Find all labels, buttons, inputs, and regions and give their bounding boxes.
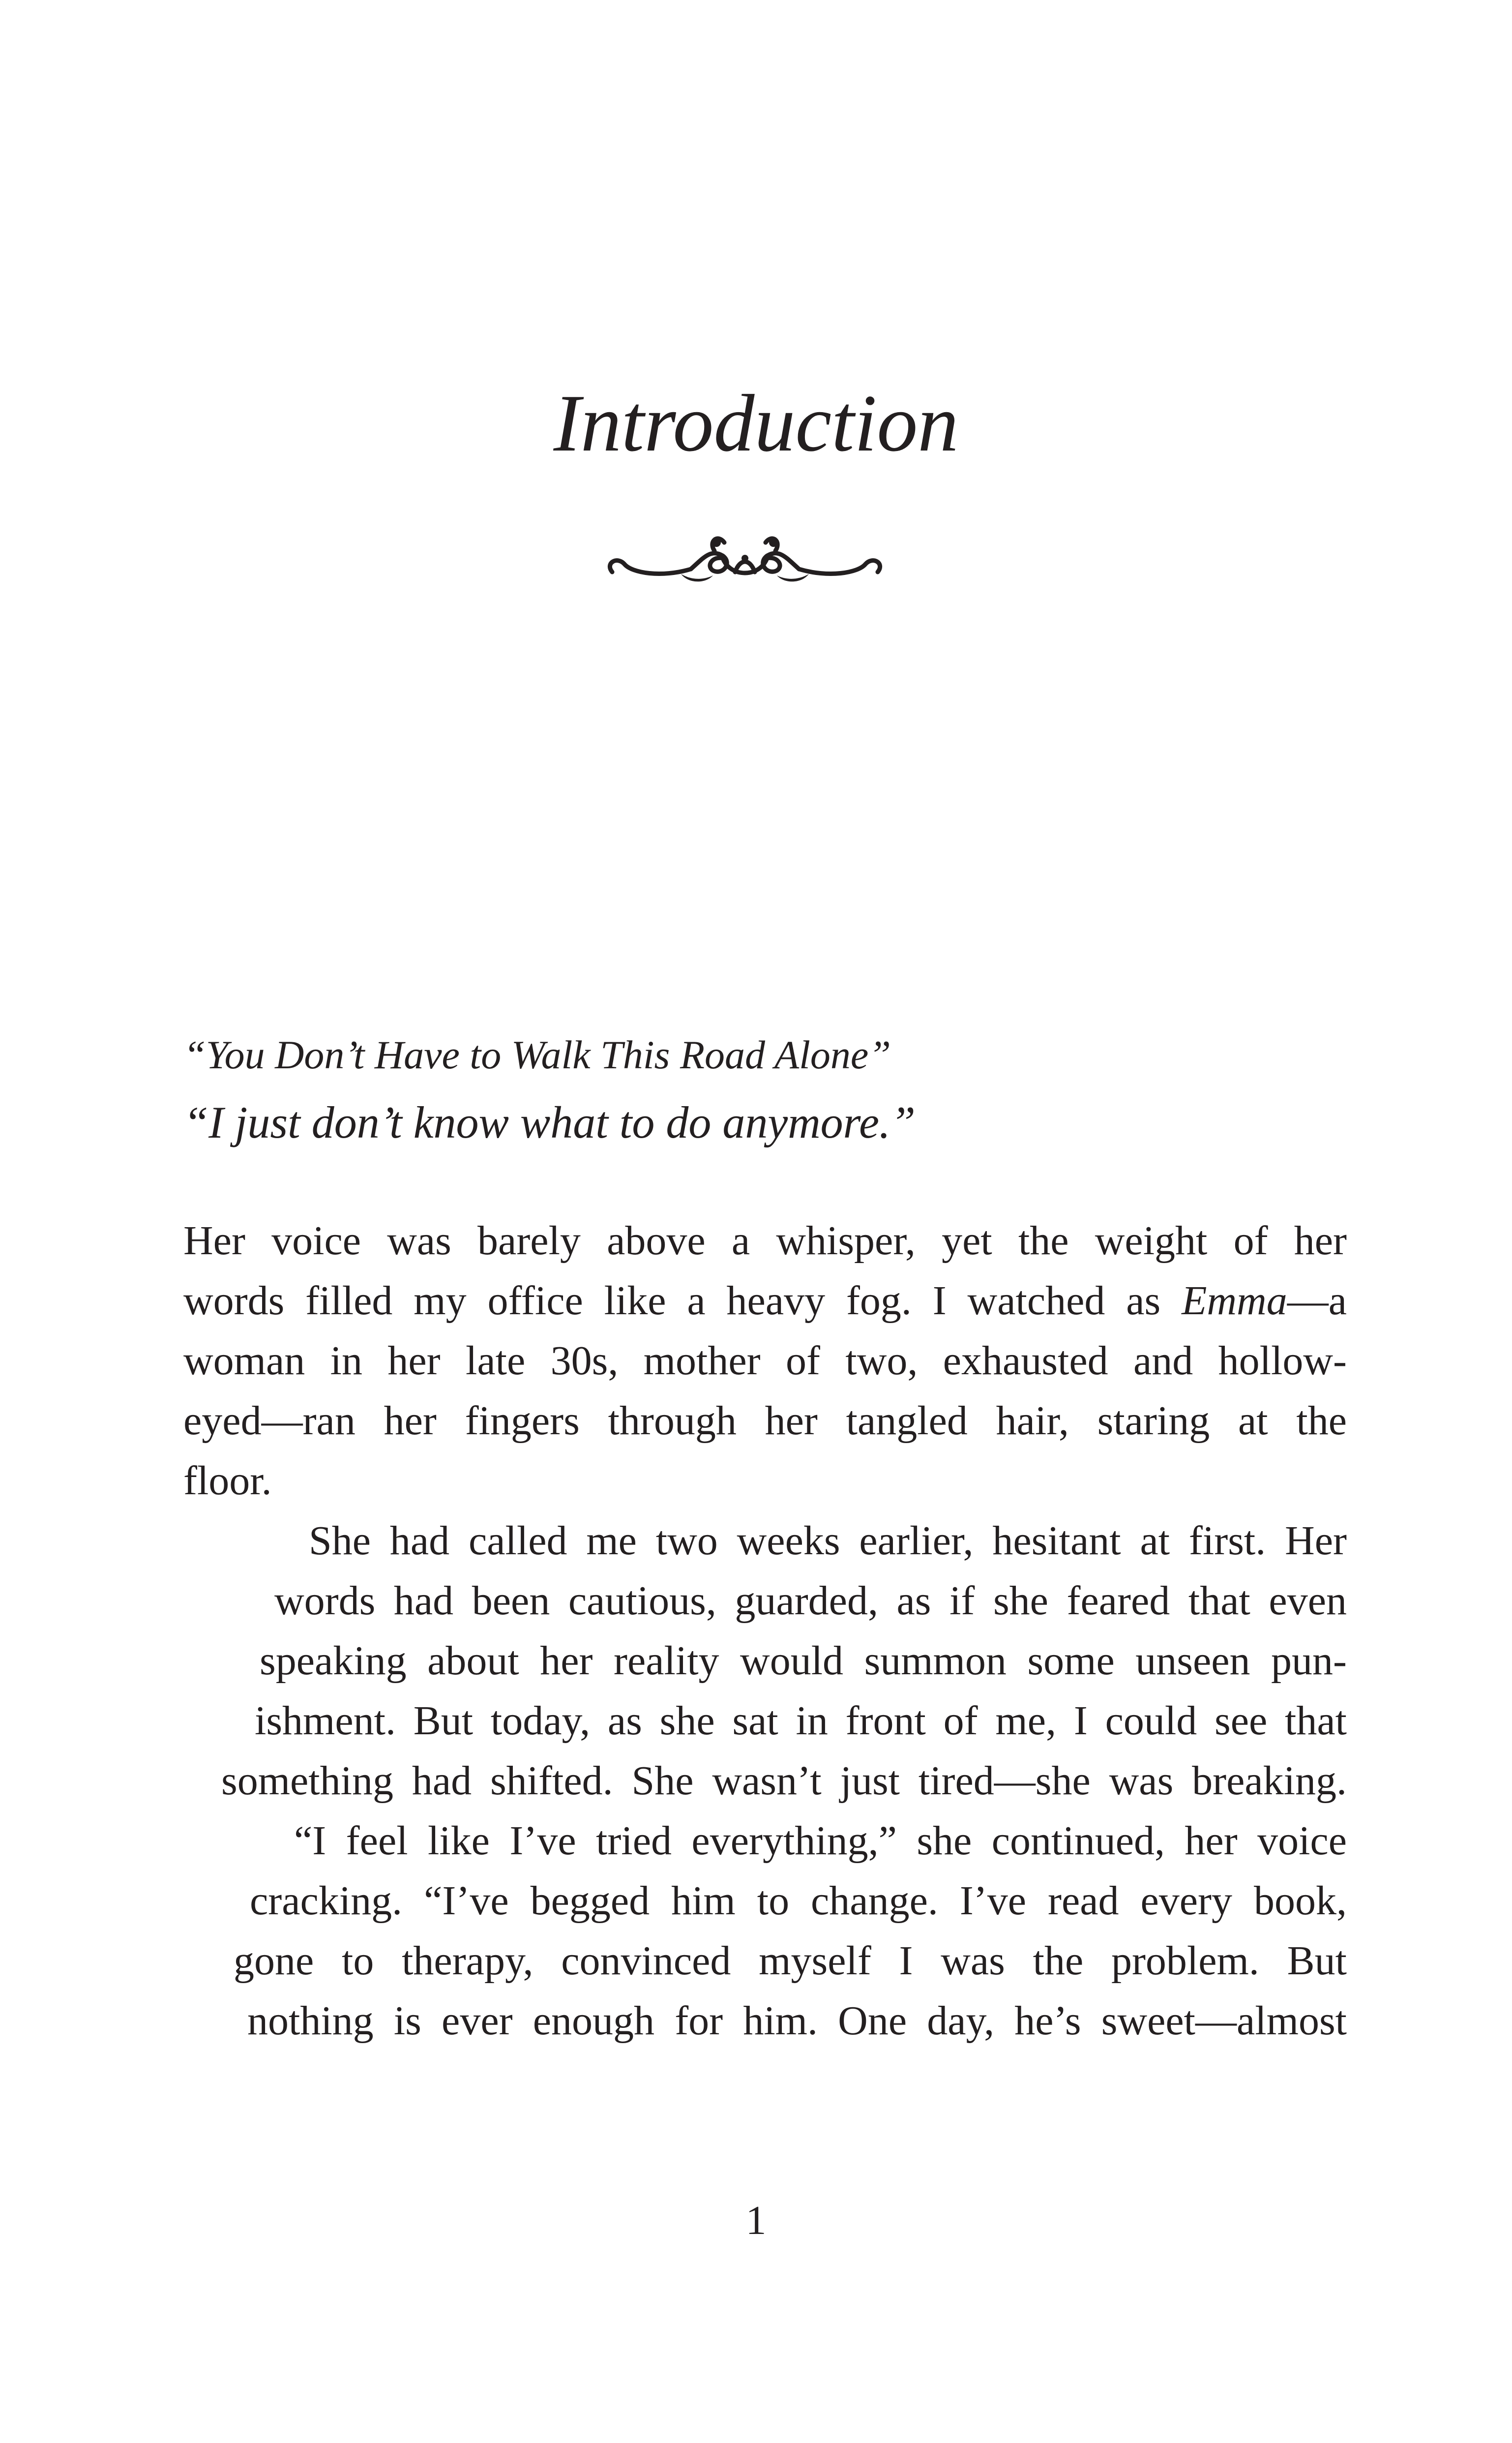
body-line: ishment. But today, as she sat in front of me, I could see that	[255, 1698, 1347, 1744]
body-line: words filled my office like a heavy fog. I watched as Emma—a	[183, 1278, 1347, 1324]
chapter-title: Introduction	[553, 378, 959, 468]
body-line: something had shifted. She wasn’t just tired—she was breaking.	[221, 1758, 1347, 1804]
body-line: Her voice was barely above a whisper, yet the weight of her	[183, 1218, 1347, 1264]
body-line: words had been cautious, guarded, as if she feared that even	[274, 1578, 1347, 1624]
body-line: nothing is ever enough for him. One day, he’s sweet—almost	[247, 1998, 1347, 2044]
body-line: She had called me two weeks earlier, hesitant at first. Her	[309, 1518, 1347, 1564]
emphasized-name: Emma	[1182, 1278, 1287, 1324]
body-line: floor.	[183, 1458, 272, 1504]
flourish-ornament-icon	[602, 529, 888, 603]
body-line: speaking about her reality would summon some unseen pun-	[260, 1638, 1347, 1684]
body-line: cracking. “I’ve begged him to change. I’ve read every book,	[250, 1878, 1347, 1924]
opening-quote: “I just don’t know what to do anymore.”	[183, 1097, 916, 1147]
body-line: gone to therapy, convinced myself I was the problem. But	[234, 1938, 1347, 1984]
page-number: 1	[745, 2198, 767, 2243]
body-line: eyed—ran her fingers through her tangled hair, staring at the	[183, 1398, 1347, 1444]
body-line: “I feel like I’ve tried everything,” she continued, her voice	[294, 1818, 1347, 1864]
section-subtitle: “You Don’t Have to Walk This Road Alone”	[183, 1032, 891, 1077]
body-line: woman in her late 30s, mother of two, exhausted and hollow-	[183, 1338, 1347, 1384]
